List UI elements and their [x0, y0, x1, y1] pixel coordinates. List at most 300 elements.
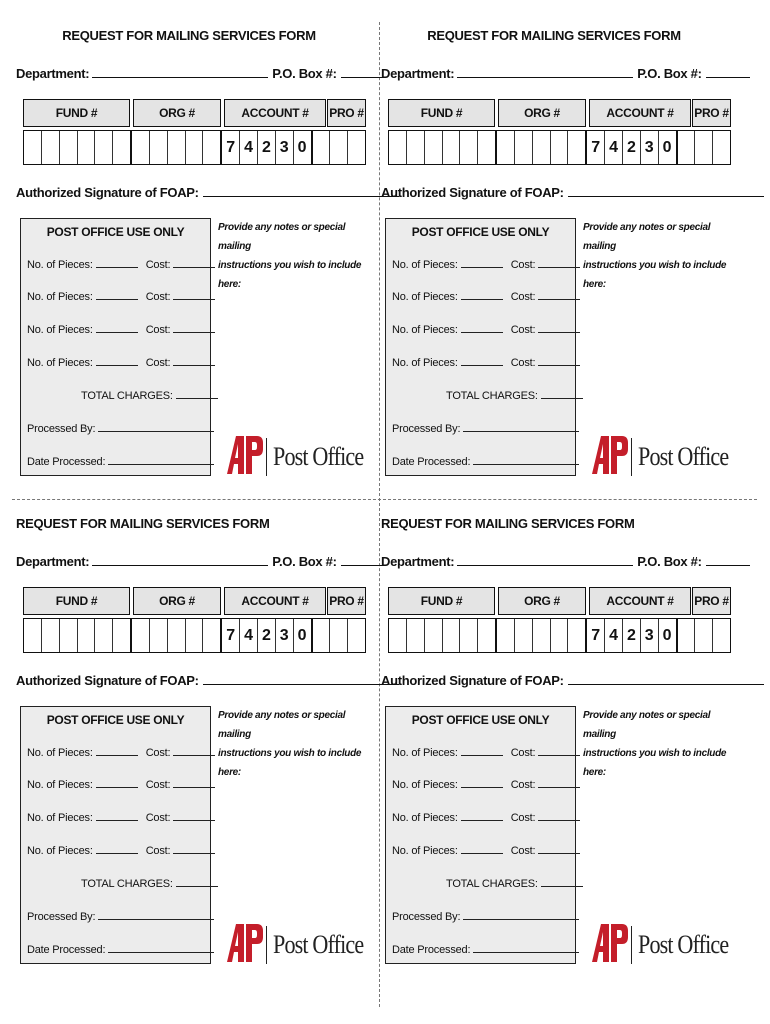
org-digit-cell[interactable] [132, 619, 150, 652]
cost-field[interactable] [173, 257, 215, 268]
foap-entry-row [388, 130, 731, 165]
date-processed-row [392, 942, 579, 956]
pro-header [692, 99, 731, 127]
column-header-label: ORG # [159, 106, 195, 120]
pieces-label: No. of Pieces: [27, 259, 93, 271]
date-processed-row [392, 454, 579, 468]
processed-by-row [392, 421, 579, 435]
pieces-field[interactable] [96, 745, 138, 756]
notes-line: instructions you wish to include here: [218, 748, 362, 778]
signature-row [16, 183, 365, 200]
org-digit-cell[interactable] [533, 619, 551, 652]
logo-text: Post Office [638, 442, 729, 471]
logo-text: Post Office [638, 930, 729, 959]
column-header-label: ACCOUNT # [241, 106, 309, 120]
account-digit-cell: 0 [294, 131, 313, 164]
org-digit-cell[interactable] [150, 619, 168, 652]
fund-digit-cell[interactable] [407, 619, 425, 652]
signature-row [381, 671, 730, 688]
signature-field[interactable] [203, 671, 399, 685]
fund-digit-cell[interactable] [478, 619, 497, 652]
notes-line: Provide any notes or special mailing [218, 710, 346, 740]
total-charges-label: TOTAL CHARGES: [446, 878, 538, 890]
account-digit-cell: 0 [659, 131, 678, 164]
pieces-cost-row [27, 745, 215, 759]
department-label: Department: [381, 66, 455, 81]
po-box-label: P.O. Box #: [637, 66, 702, 81]
account-digit-cell: 2 [623, 619, 641, 652]
pro-digit-cell[interactable] [348, 131, 365, 164]
account-digit-cell: 3 [276, 131, 294, 164]
fund-digit-cell[interactable] [443, 619, 461, 652]
org-header [498, 587, 586, 615]
horizontal-cut-line [12, 499, 757, 500]
pieces-field[interactable] [96, 810, 138, 821]
column-header-label: ACCOUNT # [606, 594, 674, 608]
po-box-field[interactable] [706, 64, 750, 78]
form-title: REQUEST FOR MAILING SERVICES FORM [16, 516, 270, 531]
column-header-label: ACCOUNT # [606, 106, 674, 120]
fund-digit-cell[interactable] [24, 619, 42, 652]
org-digit-cell[interactable] [533, 131, 551, 164]
column-header-label: FUND # [420, 106, 463, 120]
pro-header [327, 99, 366, 127]
fund-header [23, 99, 130, 127]
logo-divider [266, 438, 267, 476]
pieces-cost-row [27, 289, 215, 303]
post-office-use-box [20, 218, 211, 476]
pro-digit-cell[interactable] [313, 619, 331, 652]
logo-divider [266, 926, 267, 964]
department-field[interactable] [457, 64, 633, 78]
cost-field[interactable] [173, 843, 215, 854]
logo-text: Post Office [273, 442, 364, 471]
pro-digit-cell[interactable] [330, 619, 348, 652]
fund-digit-cell[interactable] [389, 131, 407, 164]
processed-by-row [27, 909, 214, 923]
account-digit-cell: 3 [641, 619, 659, 652]
column-header-label: ORG # [159, 594, 195, 608]
post-office-use-box [385, 218, 576, 476]
notes-instructions [218, 218, 370, 294]
pieces-cost-row [392, 322, 580, 336]
fund-header [388, 99, 495, 127]
account-digit-cell: 7 [587, 131, 605, 164]
account-digit-cell: 4 [240, 619, 258, 652]
column-header-label: PRO # [329, 106, 364, 120]
fund-digit-cell[interactable] [95, 619, 113, 652]
post-office-logo [592, 920, 732, 965]
pieces-label: No. of Pieces: [392, 259, 458, 271]
total-charges-row [446, 388, 583, 402]
account-digit-cell: 7 [222, 131, 240, 164]
pieces-cost-row [392, 289, 580, 303]
signature-row [381, 183, 730, 200]
notes-instructions [218, 706, 370, 782]
pieces-cost-row [392, 745, 580, 759]
org-header [133, 99, 221, 127]
account-digit-cell: 4 [240, 131, 258, 164]
cost-label: Cost: [145, 324, 171, 336]
fund-header [388, 587, 495, 615]
cost-label: Cost: [510, 357, 536, 369]
account-header [589, 587, 691, 615]
account-digit-cell: 2 [258, 131, 276, 164]
org-digit-cell[interactable] [551, 131, 569, 164]
cost-field[interactable] [538, 810, 580, 821]
ap-emblem-icon [592, 922, 628, 964]
processed-by-label: Processed By: [27, 911, 96, 923]
pieces-field[interactable] [461, 355, 503, 366]
notes-line: instructions you wish to include here: [583, 260, 727, 290]
pro-header [327, 587, 366, 615]
pieces-cost-row [392, 777, 580, 791]
fund-digit-cell[interactable] [407, 131, 425, 164]
org-digit-cell[interactable] [168, 619, 186, 652]
pieces-field[interactable] [461, 810, 503, 821]
pro-digit-cell[interactable] [313, 131, 331, 164]
processed-by-field[interactable] [98, 909, 214, 920]
pieces-cost-row [392, 257, 580, 271]
column-header-label: FUND # [420, 594, 463, 608]
org-digit-cell[interactable] [497, 131, 515, 164]
pieces-cost-row [27, 257, 215, 271]
fund-digit-cell[interactable] [478, 131, 497, 164]
signature-field[interactable] [203, 183, 399, 197]
foap-grid [388, 587, 731, 655]
fund-digit-cell[interactable] [113, 131, 132, 164]
column-header-label: FUND # [55, 106, 98, 120]
cost-field[interactable] [173, 289, 215, 300]
date-processed-label: Date Processed: [392, 456, 471, 468]
pro-digit-cell[interactable] [678, 131, 696, 164]
cost-field[interactable] [173, 810, 215, 821]
fund-digit-cell[interactable] [78, 131, 96, 164]
foap-grid [388, 99, 731, 167]
processed-by-label: Processed By: [392, 423, 461, 435]
fund-digit-cell[interactable] [78, 619, 96, 652]
foap-entry-row [388, 618, 731, 653]
date-processed-row [27, 454, 214, 468]
column-header-label: PRO # [694, 106, 729, 120]
mailing-request-form [13, 22, 365, 492]
notes-instructions [583, 218, 735, 294]
pro-digit-cell[interactable] [713, 619, 730, 652]
logo-text: Post Office [273, 930, 364, 959]
org-digit-cell[interactable] [568, 131, 587, 164]
org-digit-cell[interactable] [203, 131, 222, 164]
fund-digit-cell[interactable] [42, 619, 60, 652]
form-title: REQUEST FOR MAILING SERVICES FORM [427, 28, 681, 43]
cost-label: Cost: [510, 779, 536, 791]
signature-field[interactable] [568, 183, 764, 197]
pieces-label: No. of Pieces: [392, 291, 458, 303]
post-office-use-box [385, 706, 576, 964]
fund-digit-cell[interactable] [425, 619, 443, 652]
pieces-field[interactable] [96, 322, 138, 333]
pieces-field[interactable] [461, 843, 503, 854]
signature-field[interactable] [568, 671, 764, 685]
post-office-use-title: POST OFFICE USE ONLY [411, 713, 550, 727]
fund-header [23, 587, 130, 615]
pro-header [692, 587, 731, 615]
pieces-label: No. of Pieces: [27, 845, 93, 857]
total-charges-label: TOTAL CHARGES: [446, 390, 538, 402]
po-box-label: P.O. Box #: [272, 66, 337, 81]
account-digit-cell: 7 [587, 619, 605, 652]
account-header [224, 99, 326, 127]
org-digit-cell[interactable] [186, 131, 204, 164]
department-field[interactable] [92, 552, 268, 566]
processed-by-field[interactable] [98, 421, 214, 432]
cost-field[interactable] [173, 745, 215, 756]
pro-digit-cell[interactable] [713, 131, 730, 164]
account-digit-cell: 3 [276, 619, 294, 652]
cost-field[interactable] [538, 777, 580, 788]
org-header [498, 99, 586, 127]
form-title: REQUEST FOR MAILING SERVICES FORM [62, 28, 316, 43]
cost-label: Cost: [510, 259, 536, 271]
pieces-cost-row [27, 355, 215, 369]
account-digit-cell: 2 [258, 619, 276, 652]
post-office-logo [227, 920, 367, 965]
processed-by-field[interactable] [463, 909, 579, 920]
date-processed-field[interactable] [473, 942, 579, 953]
total-charges-row [81, 876, 218, 890]
po-box-field[interactable] [706, 552, 750, 566]
pieces-cost-row [392, 355, 580, 369]
department-row [16, 64, 365, 81]
org-digit-cell[interactable] [186, 619, 204, 652]
pieces-label: No. of Pieces: [27, 812, 93, 824]
cost-label: Cost: [145, 779, 171, 791]
department-label: Department: [16, 66, 90, 81]
processed-by-row [392, 909, 579, 923]
account-digit-cell: 3 [641, 131, 659, 164]
form-title: REQUEST FOR MAILING SERVICES FORM [381, 516, 635, 531]
notes-line: instructions you wish to include here: [583, 748, 727, 778]
logo-divider [631, 926, 632, 964]
cost-field[interactable] [173, 322, 215, 333]
org-digit-cell[interactable] [203, 619, 222, 652]
cost-field[interactable] [538, 257, 580, 268]
post-office-logo [227, 432, 367, 477]
org-digit-cell[interactable] [551, 619, 569, 652]
column-header-label: PRO # [694, 594, 729, 608]
post-office-use-title: POST OFFICE USE ONLY [46, 225, 185, 239]
account-digit-cell: 4 [605, 131, 623, 164]
total-charges-row [446, 876, 583, 890]
cost-label: Cost: [510, 291, 536, 303]
date-processed-field[interactable] [108, 942, 214, 953]
total-charges-label: TOTAL CHARGES: [81, 878, 173, 890]
column-header-label: FUND # [55, 594, 98, 608]
pieces-label: No. of Pieces: [392, 812, 458, 824]
logo-divider [631, 438, 632, 476]
fund-digit-cell[interactable] [42, 131, 60, 164]
fund-digit-cell[interactable] [60, 131, 78, 164]
pro-digit-cell[interactable] [348, 619, 365, 652]
cost-label: Cost: [510, 845, 536, 857]
date-processed-field[interactable] [473, 454, 579, 465]
mailing-request-form [13, 510, 365, 980]
processed-by-row [27, 421, 214, 435]
pieces-cost-row [27, 777, 215, 791]
total-charges-field[interactable] [176, 876, 218, 887]
pieces-label: No. of Pieces: [392, 357, 458, 369]
mailing-request-form [378, 510, 730, 980]
total-charges-field[interactable] [176, 388, 218, 399]
cost-field[interactable] [538, 322, 580, 333]
department-row [381, 64, 730, 81]
pieces-cost-row [392, 843, 580, 857]
pieces-cost-row [27, 322, 215, 336]
notes-instructions [583, 706, 735, 782]
pieces-cost-row [27, 810, 215, 824]
cost-label: Cost: [145, 747, 171, 759]
column-header-label: ACCOUNT # [241, 594, 309, 608]
org-digit-cell[interactable] [568, 619, 587, 652]
cost-label: Cost: [510, 324, 536, 336]
total-charges-row [81, 388, 218, 402]
account-digit-cell: 2 [623, 131, 641, 164]
notes-line: Provide any notes or special mailing [583, 222, 711, 252]
date-processed-label: Date Processed: [392, 944, 471, 956]
post-office-use-title: POST OFFICE USE ONLY [46, 713, 185, 727]
org-digit-cell[interactable] [515, 619, 533, 652]
signature-label: Authorized Signature of FOAP: [16, 185, 199, 200]
fund-digit-cell[interactable] [113, 619, 132, 652]
date-processed-row [27, 942, 214, 956]
account-header [224, 587, 326, 615]
signature-label: Authorized Signature of FOAP: [381, 673, 564, 688]
pieces-field[interactable] [461, 257, 503, 268]
pieces-field[interactable] [461, 289, 503, 300]
date-processed-label: Date Processed: [27, 456, 106, 468]
account-digit-cell: 7 [222, 619, 240, 652]
fund-digit-cell[interactable] [443, 131, 461, 164]
pro-digit-cell[interactable] [330, 131, 348, 164]
post-office-use-box [20, 706, 211, 964]
cost-label: Cost: [145, 845, 171, 857]
cost-label: Cost: [510, 747, 536, 759]
notes-line: Provide any notes or special mailing [218, 222, 346, 252]
total-charges-field[interactable] [541, 876, 583, 887]
processed-by-label: Processed By: [27, 423, 96, 435]
account-digit-cell: 0 [294, 619, 313, 652]
fund-digit-cell[interactable] [60, 619, 78, 652]
total-charges-label: TOTAL CHARGES: [81, 390, 173, 402]
po-box-label: P.O. Box #: [637, 554, 702, 569]
pieces-label: No. of Pieces: [392, 845, 458, 857]
pieces-label: No. of Pieces: [27, 291, 93, 303]
department-label: Department: [16, 554, 90, 569]
fund-digit-cell[interactable] [24, 131, 42, 164]
foap-entry-row [23, 130, 366, 165]
pieces-label: No. of Pieces: [27, 357, 93, 369]
ap-emblem-icon [227, 922, 263, 964]
department-row [381, 552, 730, 569]
column-header-label: ORG # [524, 106, 560, 120]
pieces-field[interactable] [96, 257, 138, 268]
pieces-field[interactable] [461, 745, 503, 756]
org-digit-cell[interactable] [150, 131, 168, 164]
cost-field[interactable] [538, 745, 580, 756]
fund-digit-cell[interactable] [460, 619, 478, 652]
cost-field[interactable] [173, 777, 215, 788]
cost-label: Cost: [145, 812, 171, 824]
account-digit-cell: 0 [659, 619, 678, 652]
pieces-cost-row [27, 843, 215, 857]
pieces-field[interactable] [96, 355, 138, 366]
post-office-use-title: POST OFFICE USE ONLY [411, 225, 550, 239]
cost-field[interactable] [173, 355, 215, 366]
pro-digit-cell[interactable] [678, 619, 696, 652]
account-digit-cell: 4 [605, 619, 623, 652]
department-row [16, 552, 365, 569]
fund-digit-cell[interactable] [460, 131, 478, 164]
pieces-field[interactable] [96, 843, 138, 854]
date-processed-label: Date Processed: [27, 944, 106, 956]
pieces-field[interactable] [96, 289, 138, 300]
fund-digit-cell[interactable] [389, 619, 407, 652]
cost-field[interactable] [538, 355, 580, 366]
cost-field[interactable] [538, 289, 580, 300]
pieces-field[interactable] [96, 777, 138, 788]
cost-field[interactable] [538, 843, 580, 854]
po-box-label: P.O. Box #: [272, 554, 337, 569]
signature-label: Authorized Signature of FOAP: [381, 185, 564, 200]
cost-label: Cost: [510, 812, 536, 824]
pieces-label: No. of Pieces: [392, 747, 458, 759]
cost-label: Cost: [145, 259, 171, 271]
pieces-field[interactable] [461, 777, 503, 788]
pieces-label: No. of Pieces: [27, 747, 93, 759]
column-header-label: PRO # [329, 594, 364, 608]
org-digit-cell[interactable] [168, 131, 186, 164]
department-field[interactable] [457, 552, 633, 566]
processed-by-field[interactable] [463, 421, 579, 432]
notes-line: instructions you wish to include here: [218, 260, 362, 290]
ap-emblem-icon [227, 434, 263, 476]
signature-row [16, 671, 365, 688]
org-digit-cell[interactable] [497, 619, 515, 652]
pieces-field[interactable] [461, 322, 503, 333]
org-digit-cell[interactable] [515, 131, 533, 164]
cost-label: Cost: [145, 357, 171, 369]
column-header-label: ORG # [524, 594, 560, 608]
pieces-cost-row [392, 810, 580, 824]
total-charges-field[interactable] [541, 388, 583, 399]
post-office-logo [592, 432, 732, 477]
pieces-label: No. of Pieces: [27, 779, 93, 791]
signature-label: Authorized Signature of FOAP: [16, 673, 199, 688]
foap-entry-row [23, 618, 366, 653]
date-processed-field[interactable] [108, 454, 214, 465]
org-digit-cell[interactable] [132, 131, 150, 164]
pro-digit-cell[interactable] [695, 131, 713, 164]
account-header [589, 99, 691, 127]
pieces-label: No. of Pieces: [392, 324, 458, 336]
fund-digit-cell[interactable] [425, 131, 443, 164]
fund-digit-cell[interactable] [95, 131, 113, 164]
pro-digit-cell[interactable] [695, 619, 713, 652]
department-field[interactable] [92, 64, 268, 78]
ap-emblem-icon [592, 434, 628, 476]
mailing-request-form [378, 22, 730, 492]
cost-label: Cost: [145, 291, 171, 303]
pieces-label: No. of Pieces: [392, 779, 458, 791]
